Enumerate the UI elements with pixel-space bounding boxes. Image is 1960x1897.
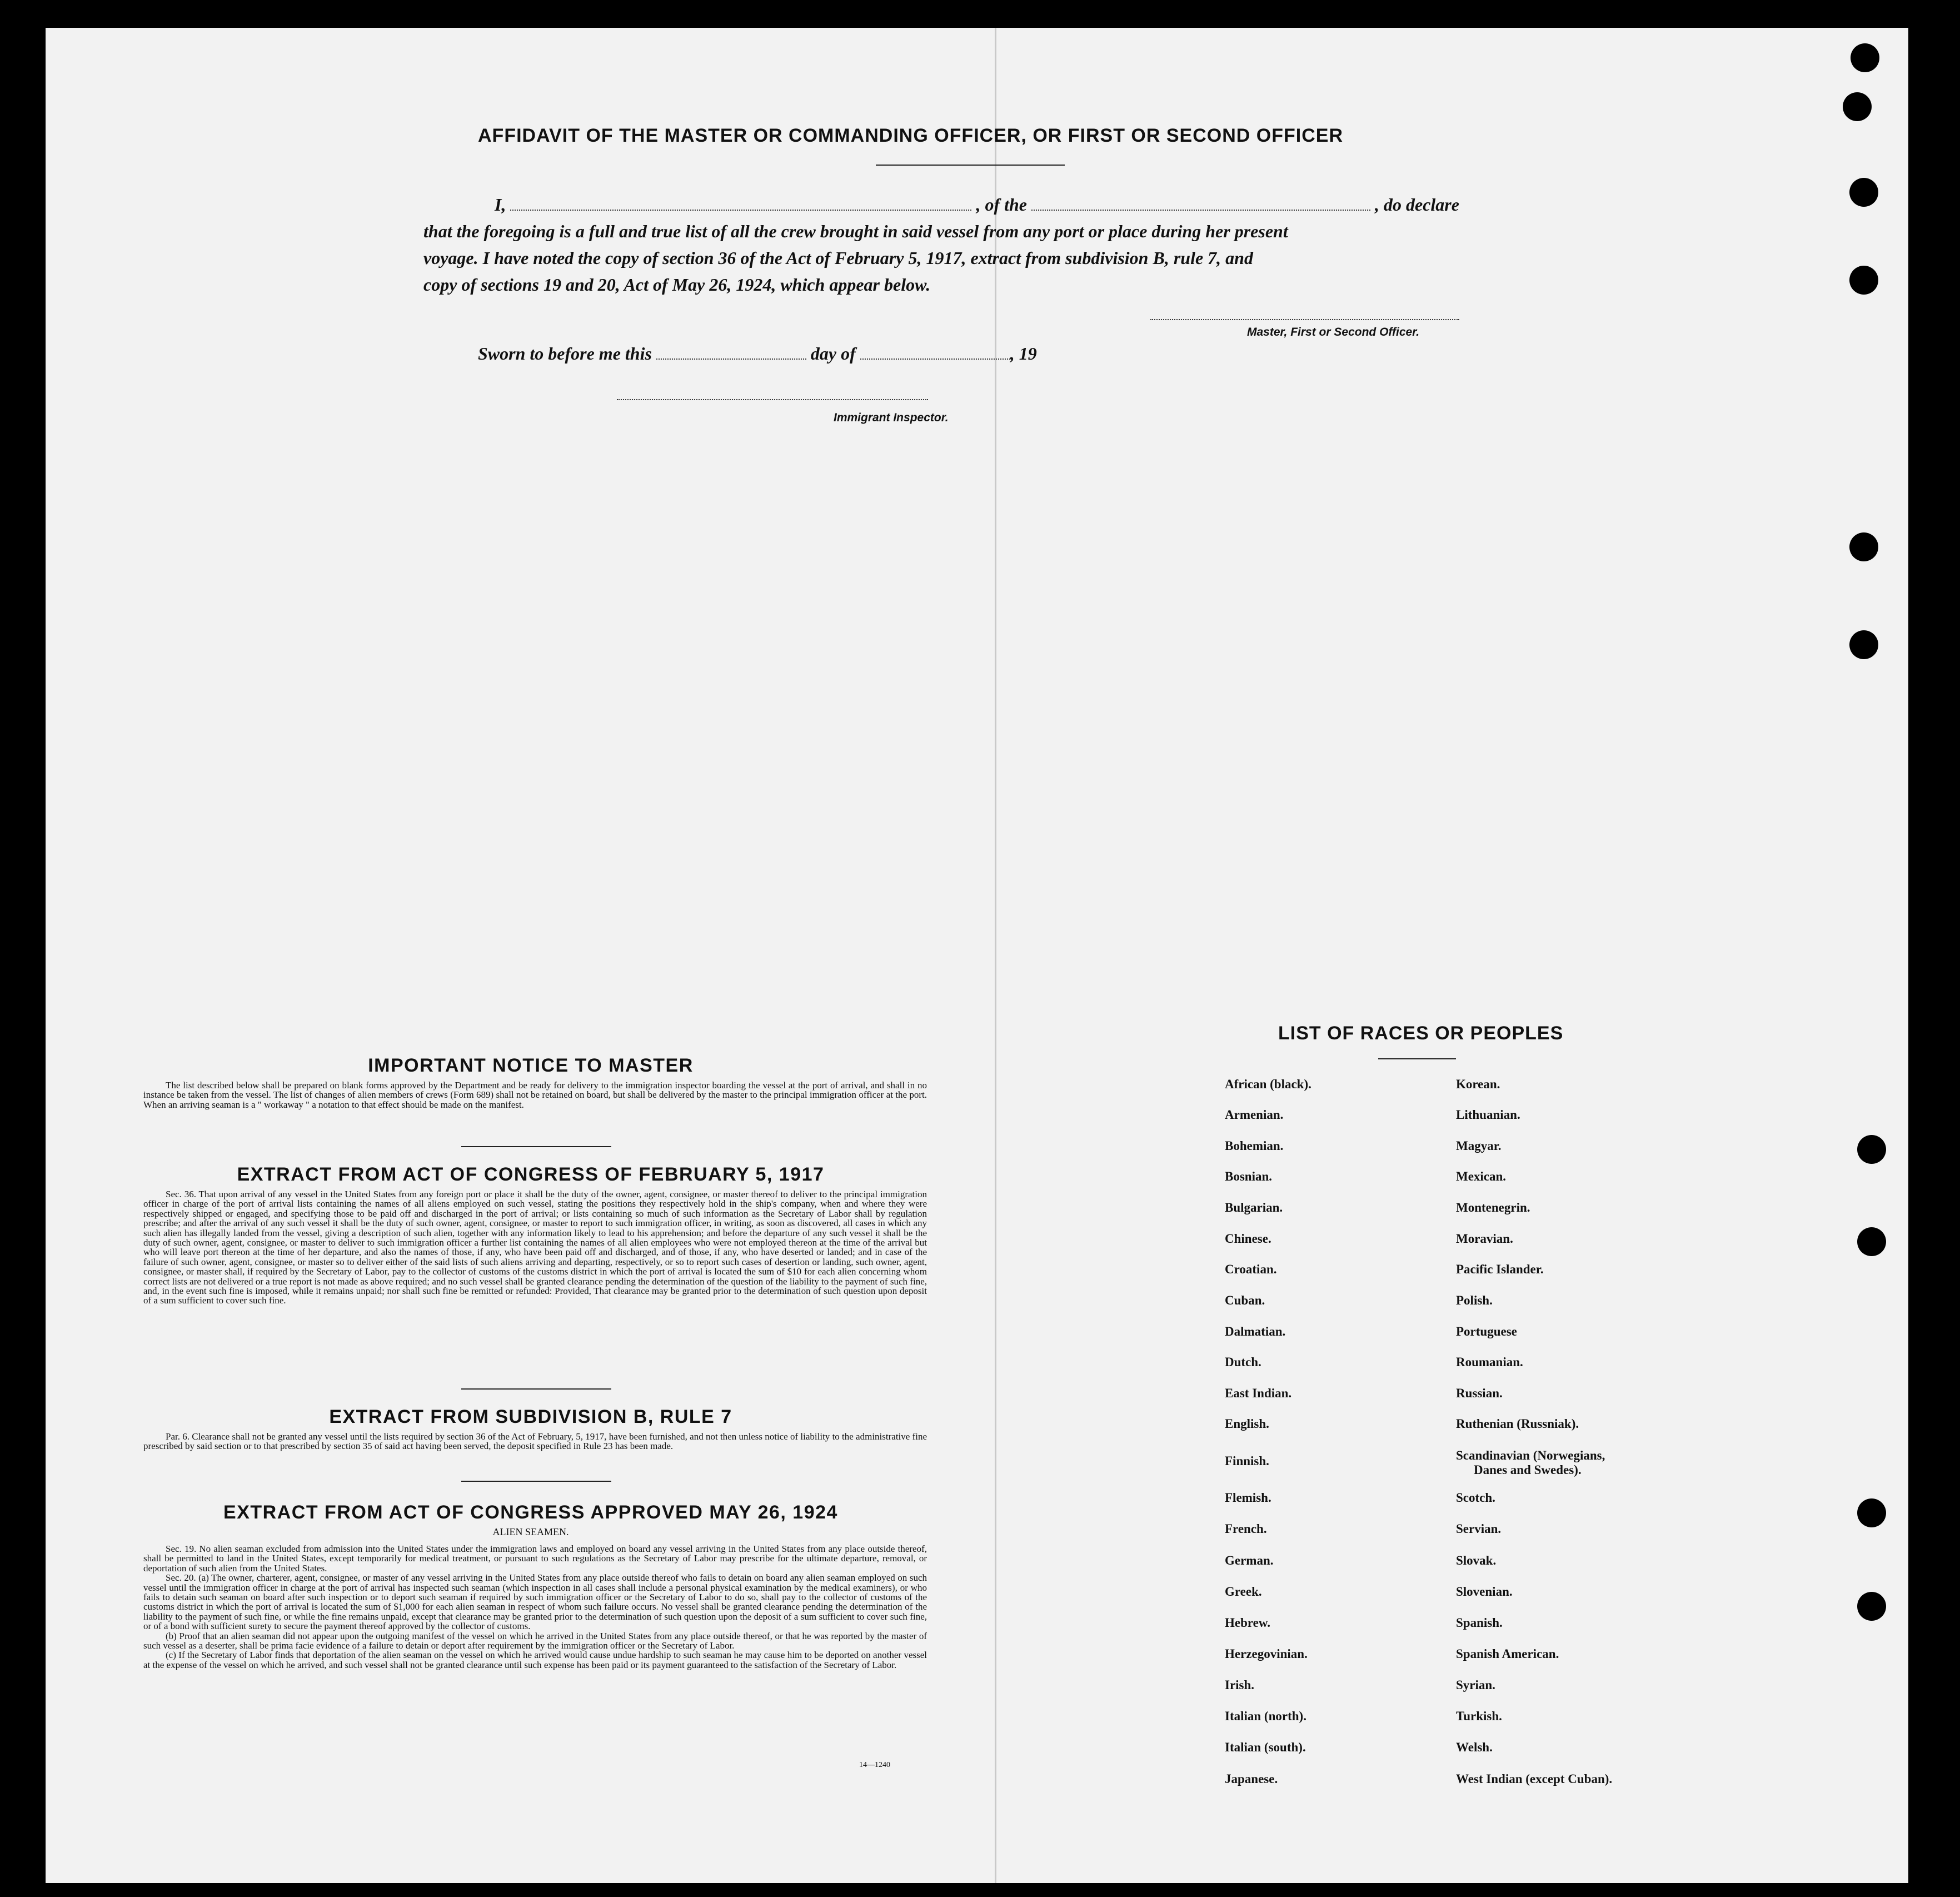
page-fold xyxy=(995,28,996,1883)
sworn-line xyxy=(478,340,1037,367)
race-right-item: Ruthenian (Russniak). xyxy=(1456,1417,1579,1431)
punch-hole xyxy=(1849,630,1878,659)
master-signature-line[interactable] xyxy=(1150,319,1459,320)
race-right-item: Mexican. xyxy=(1456,1169,1507,1183)
form-number: 14—1240 xyxy=(859,1761,890,1769)
race-right-item: Scandinavian (Norwegians, xyxy=(1456,1448,1605,1462)
inspector-signature-label: Immigrant Inspector. xyxy=(834,411,949,424)
affidavit-line-3: voyage. I have noted the copy of section 36 of the Act of February 5, 1917, extract from subdivision B, rule 7, and xyxy=(423,248,1253,268)
punch-hole xyxy=(1849,532,1878,561)
race-left-item: Herzegovinian. xyxy=(1225,1647,1308,1661)
race-right-item: Syrian. xyxy=(1456,1678,1495,1692)
extract-1924-subtitle: ALIEN SEAMEN. xyxy=(492,1526,569,1537)
race-left-item: Armenian. xyxy=(1225,1108,1284,1122)
title-rule xyxy=(876,165,1065,166)
punch-hole xyxy=(1843,92,1872,121)
race-left-item: Bosnian. xyxy=(1225,1169,1273,1183)
race-item-continued: Danes and Swedes). xyxy=(1474,1463,1582,1477)
section-19: Sec. 19. No alien seaman excluded from admission into the United States under the immigration laws and employed on board any vessel arriving in the United States from any place outside thereof, shall be permitted to land in the United States, except temporarily for medical treatment, or pursuant to such regulations as the Secretary of Labor may prescribe for the ultimate departure, removal, or deportation of such alien from the United States. xyxy=(143,1544,927,1574)
sworn-month-field[interactable] xyxy=(860,357,1010,360)
master-signature-label: Master, First or Second Officer. xyxy=(1247,326,1420,338)
race-right-item: Slovak. xyxy=(1456,1554,1497,1567)
race-left-item: Croatian. xyxy=(1225,1262,1277,1276)
race-left-item: Italian (north). xyxy=(1225,1709,1306,1723)
vessel-field[interactable] xyxy=(1031,208,1370,211)
race-left-item: Greek. xyxy=(1225,1585,1262,1599)
race-left-item: African (black). xyxy=(1225,1077,1311,1091)
sworn-b: day of xyxy=(810,343,856,364)
race-right-item: Spanish American. xyxy=(1456,1647,1559,1661)
race-right-item: Montenegrin. xyxy=(1456,1201,1530,1214)
race-left-item: Italian (south). xyxy=(1225,1740,1306,1754)
rule7-title: EXTRACT FROM SUBDIVISION B, RULE 7 xyxy=(329,1406,732,1427)
race-left-item: Bulgarian. xyxy=(1225,1201,1283,1214)
inspector-signature-line[interactable] xyxy=(617,399,928,400)
race-left-item: English. xyxy=(1225,1417,1269,1431)
punch-hole xyxy=(1857,1135,1886,1164)
affidavit-line1-b: , of the xyxy=(976,195,1027,215)
extract-1917-title: EXTRACT FROM ACT OF CONGRESS OF FEBRUARY 5, 1917 xyxy=(237,1164,825,1185)
sworn-day-field[interactable] xyxy=(656,357,806,360)
notice-rule xyxy=(461,1146,611,1147)
section-20a: Sec. 20. (a) The owner, charterer, agent, consignee, or master of any vessel arriving in the United States from any place outside thereof who fails to detain on board any alien seaman employed on such vessel until the immigration officer in charge at the port of arrival has inspected such seaman (which inspection in all cases shall include a personal physical examination by the medical examiners), or who fails to detain such seaman on board after such inspection or to deport such seaman if required by such immigration officer or the Secretary of Labor to do so, shall pay to the collector of customs of the customs district in which the port of arrival is located the sum of $1,000 for each alien seaman in respect of whom such failure occurs. No vessel shall be granted clearance pending the determination of the liability to the payment of such fine, or while the fine remains unpaid, except that clearance may be granted prior to the determination of such question upon the deposit of a sum sufficient to cover such fine, or of a bond with sufficient surety to secure the payment thereof approved by the collector of customs. xyxy=(143,1572,927,1632)
race-right-item: Slovenian. xyxy=(1456,1585,1513,1599)
punch-hole xyxy=(1851,43,1879,72)
race-left-item: East Indian. xyxy=(1225,1386,1292,1400)
affidavit-line-1 xyxy=(495,191,1459,218)
race-left-item: Hebrew. xyxy=(1225,1616,1270,1630)
race-right-item: Spanish. xyxy=(1456,1616,1503,1630)
race-left-item: Irish. xyxy=(1225,1678,1255,1692)
race-left-item: Dutch. xyxy=(1225,1355,1261,1369)
sworn-a: Sworn to before me this xyxy=(478,343,652,364)
race-right-item: West Indian (except Cuban). xyxy=(1456,1772,1613,1786)
punch-hole xyxy=(1849,178,1878,207)
extract-1924-title: EXTRACT FROM ACT OF CONGRESS APPROVED MAY 26, 1924 xyxy=(223,1502,838,1523)
race-left-item: Japanese. xyxy=(1225,1772,1278,1786)
race-left-item: Dalmatian. xyxy=(1225,1325,1286,1338)
race-right-item: Lithuanian. xyxy=(1456,1108,1520,1122)
races-rule xyxy=(1378,1058,1456,1059)
section-20b: (b) Proof that an alien seaman did not appear upon the outgoing manifest of the vessel on which he arrived in the United States from any place outside thereof, or that he was reported by the master of such vessel as a deserter, shall be prima facie evidence of a failure to detain or deport after requirement by the immigration officer or the Secretary of Labor. xyxy=(143,1630,927,1651)
name-field[interactable] xyxy=(510,208,971,211)
race-left-item: German. xyxy=(1225,1554,1274,1567)
affidavit-title: AFFIDAVIT OF THE MASTER OR COMMANDING OFFICER, OR FIRST OR SECOND OFFICER xyxy=(478,125,1343,146)
extract-1917-rule xyxy=(461,1388,611,1390)
race-right-item: Russian. xyxy=(1456,1386,1503,1400)
race-right-item: Korean. xyxy=(1456,1077,1500,1091)
rule7-rule xyxy=(461,1481,611,1482)
race-left-item: Chinese. xyxy=(1225,1232,1271,1246)
punch-hole xyxy=(1857,1592,1886,1621)
race-right-item: Polish. xyxy=(1456,1293,1493,1307)
race-right-item: Roumanian. xyxy=(1456,1355,1523,1369)
race-right-item: Portuguese xyxy=(1456,1325,1517,1338)
race-left-item: French. xyxy=(1225,1522,1267,1536)
race-left-item: Flemish. xyxy=(1225,1491,1271,1505)
race-right-item: Pacific Islander. xyxy=(1456,1262,1544,1276)
race-right-item: Turkish. xyxy=(1456,1709,1502,1723)
notice-title: IMPORTANT NOTICE TO MASTER xyxy=(368,1055,694,1076)
extract-1924-text xyxy=(143,1544,927,1670)
race-right-item: Scotch. xyxy=(1456,1491,1495,1505)
race-right-item: Servian. xyxy=(1456,1522,1502,1536)
race-right-item: Magyar. xyxy=(1456,1139,1502,1153)
punch-hole xyxy=(1849,266,1878,295)
race-left-item: Bohemian. xyxy=(1225,1139,1284,1153)
races-title: LIST OF RACES OR PEOPLES xyxy=(1278,1023,1564,1044)
affidavit-line-2: that the foregoing is a full and true list of all the crew brought in said vessel from any port or place during her present xyxy=(423,221,1288,241)
race-right-item: Moravian. xyxy=(1456,1232,1513,1246)
affidavit-line1-a: I, xyxy=(495,195,506,215)
notice-text: The list described below shall be prepared on blank forms approved by the Department and be ready for delivery to the immigration inspector boarding the vessel at the port of arrival, and shall in no instance be taken from the vessel. The list of changes of alien members of crews (Form 689) shall not be retained on board, but shall be delivered by the master to the principal immigration officer at the port. When an arriving seaman is a " workaway " a notation to that effect should be made on the manifest. xyxy=(143,1080,927,1110)
extract-1917-text: Sec. 36. That upon arrival of any vessel in the United States from any foreign port or place it shall be the duty of the owner, agent, consignee, or master thereof to deliver to the principal immigration officer in charge of the port of arrival lists containing the names of all aliens employed on such vessel, stating the positions they respectively hold in the ship's company, when and where they were respectively shipped or engaged, and specifying those to be paid off and discharged in the port of arrival; or lists containing so much of such information as the Secretary of Labor shall by regulation prescribe; and after the arrival of any such vessel it shall be the duty of such owner, agent, consignee, or master to report to such immigration officer, in writing, as soon as discovered, all cases in which any such alien has illegally landed from the vessel, giving a description of such alien, together with any information likely to lead to his apprehension; and before the departure of any such vessel it shall be the duty of such owner, agent, consignee, or master to deliver to such immigration officer a further list containing the names of all alien employees who were not employed thereon at the time of the arrival but who will leave port thereon at the time of her departure, and also the names of those, if any, who have been paid off and discharged, and of those, if any, who have deserted or landed; and in case of the failure of such owner, agent, consignee, or master so to deliver either of the said lists of such aliens arriving and departing, respectively, or so to report such cases of desertion or landing, such owner, agent, consignee, or master shall, if required by the Secretary of Labor, pay to the collector of customs of the customs district in which the port of arrival is located the sum of $10 for each alien concerning whom correct lists are not delivered or a true report is not made as above required; and no such vessel shall be granted clearance pending the determination of the question of the liability to the payment of such fine, and, in the event such fine is imposed, while it remains unpaid; nor shall such fine be remitted or refunded: Provided, That clearance may be granted prior to the determination of such question upon deposit of a sum sufficient to cover such fine. xyxy=(143,1189,927,1306)
rule7-text: Par. 6. Clearance shall not be granted any vessel until the lists required by section 36 of the Act of February, 5, 1917, have been furnished, and not then unless notice of liability to the administrative fine prescribed by said section or to that prescribed by section 35 of said act having been served, the deposit specified in Rule 23 has been made. xyxy=(143,1431,927,1452)
race-left-item: Cuban. xyxy=(1225,1293,1265,1307)
race-left-item: Finnish. xyxy=(1225,1454,1269,1468)
affidavit-line-4: copy of sections 19 and 20, Act of May 26, 1924, which appear below. xyxy=(423,275,931,295)
punch-hole xyxy=(1857,1227,1886,1256)
section-20c: (c) If the Secretary of Labor finds that deportation of the alien seaman on the vessel on which he arrived would cause undue hardship to such seaman he may cause him to be deported on another vessel at the expense of the vessel on which he arrived, and such vessel shall not be granted clearance until such expense has been paid or its payment guaranteed to the satisfaction of the Secretary of Labor. xyxy=(143,1650,927,1670)
race-right-item: Welsh. xyxy=(1456,1740,1493,1754)
affidavit-line1-c: , do declare xyxy=(1375,195,1459,215)
sworn-c: , 19 xyxy=(1010,343,1037,364)
punch-hole xyxy=(1857,1498,1886,1527)
